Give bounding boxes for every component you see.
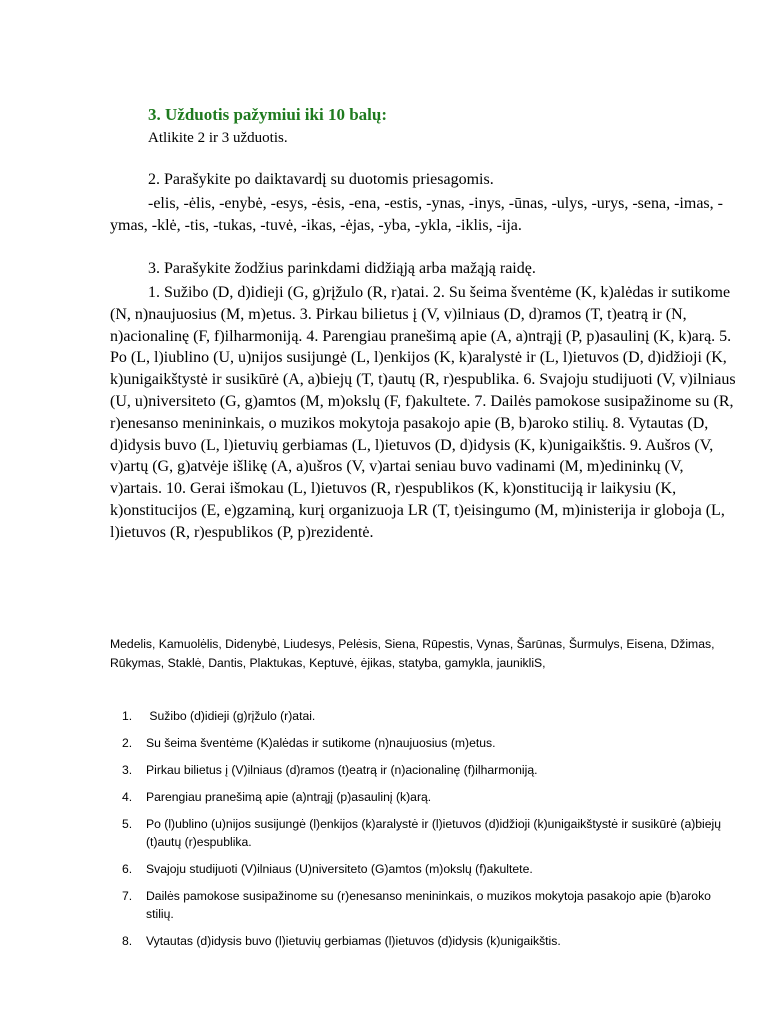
answer-word-list: Medelis, Kamuolėlis, Didenybė, Liudesys, Pelėsis, Siena, Rūpestis, Vynas, Šarūnas, Šurmulys, Eisena, Džimas, Rūkymas, Staklė, Dantis, Plaktukas, Keptuvė, ėjikas, statyba, gamykla, jaunikliS, xyxy=(110,637,715,670)
list-item-text: Dailės pamokose susipažinome su (r)enesanso menininkais, o muzikos mokytoja pasakojo apie (b)aroko stilių. xyxy=(146,889,711,921)
task2-title: 2. Parašykite po daiktavardį su duotomis priesagomis. xyxy=(148,171,494,188)
list-item-number: 6. xyxy=(122,862,133,876)
list-item-text: Parengiau pranešimą apie (a)ntrąjį (p)asaulinį (k)arą. xyxy=(146,790,432,804)
list-item xyxy=(110,887,740,923)
list-item-text: Sužibo (d)idieji (g)rįžulo (r)atai. xyxy=(146,709,316,723)
task2-suffix-list: -elis, -ėlis, -enybė, -esys, -ėsis, -ena, -estis, -ynas, -inys, -ūnas, -ulys, -urys, -sena, -imas, -ymas, -klė, -tis, -tukas, -tuvė, -ikas, -ėjas, -yba, -ykla, -iklis, -ija. xyxy=(110,195,723,234)
list-item xyxy=(110,932,740,950)
list-item xyxy=(110,860,740,878)
list-item-number: 4. xyxy=(122,790,133,804)
list-item-number: 3. xyxy=(122,763,133,777)
list-item-number: 8. xyxy=(122,934,133,948)
list-item-text: Vytautas (d)idysis buvo (l)ietuvių gerbiamas (l)ietuvos (d)idysis (k)unigaikštis. xyxy=(146,934,561,948)
list-item-number: 2. xyxy=(122,736,133,750)
list-item xyxy=(110,707,740,725)
list-item xyxy=(110,761,740,779)
list-item-text: Su šeima šventėme (K)alėdas ir sutikome (n)naujuosius (m)etus. xyxy=(146,736,496,750)
task3-sentences: 1. Sužibo (D, d)idieji (G, g)rįžulo (R, r)atai. 2. Su šeima šventėme (K, k)alėdas ir sutikome (N, n)naujuosius (M, m)etus. 3. Pirkau bilietus į (V, v)ilniaus (D, d)ramos (T, t)eatrą ir (N, n)acionalinę (F, f)ilharmoniją. 4. Parengiau pranešimą apie (A, a)ntrąjį (P, p)asaulinį (K, k)arą. 5. Po (L, l)iublino (U, u)nijos susijungė (L, l)enkijos (K, k)aralystė ir (L, l)ietuvos (D, d)idžioji (K, k)unigaikštystė ir susikūrė (A, a)biejų (T, t)autų (R, r)espublika. 6. Svajoju studijuoti (V, v)ilniaus (U, u)niversiteto (G, g)amtos (M, m)okslų (F, f)akultete. 7. Dailės pamokose susipažinome su (R, r)enesanso menininkais, o muzikos mokytoja pasakojo apie (B, b)aroko stilių. 8. Vytautas (D, d)idysis buvo (L, l)ietuvių gerbiamas (L, l)ietuvos (D, d)idysis (K, k)unigaikštis. 9. Aušros (V, v)artų (G, g)atvėje išlikę (A, a)ušros (V, v)artai seniau buvo vadinami (M, m)edininkų (V, v)artais. 10. Gerai išmokau (L, l)ietuvos (R, r)espublikos (K, k)onstituciją ir laikysiu (K, k)onstitucijos (E, e)gzaminą, kurį organizuoja LR (T, t)eisingumo (M, m)inisterija ir globoja (L, l)ietuvos (R, r)espublikos (P, p)rezidentė. xyxy=(110,284,736,541)
task-heading: 3. Užduotis pažymiui iki 10 balų: xyxy=(148,105,387,124)
list-item-text: Pirkau bilietus į (V)ilniaus (d)ramos (t)eatrą ir (n)acionalinę (f)ilharmoniją. xyxy=(146,763,538,777)
list-item-text: Svajoju studijuoti (V)ilniaus (U)niversiteto (G)amtos (m)okslų (f)akultete. xyxy=(146,862,533,876)
answers-list xyxy=(110,707,740,950)
list-item xyxy=(110,788,740,806)
list-item-number: 5. xyxy=(122,817,133,831)
list-item-number: 1. xyxy=(122,709,133,723)
task3-title: 3. Parašykite žodžius parinkdami didžiąją arba mažąją raidę. xyxy=(148,260,536,277)
list-item xyxy=(110,734,740,752)
instruction-text: Atlikite 2 ir 3 užduotis. xyxy=(148,130,288,146)
list-item-number: 7. xyxy=(122,889,133,903)
list-item-text: Po (l)ublino (u)nijos susijungė (l)enkijos (k)aralystė ir (l)ietuvos (d)idžioji (k)unigaikštystė ir susikūrė (a)biejų (t)autų (r)espublika. xyxy=(146,817,722,849)
list-item xyxy=(110,815,740,851)
